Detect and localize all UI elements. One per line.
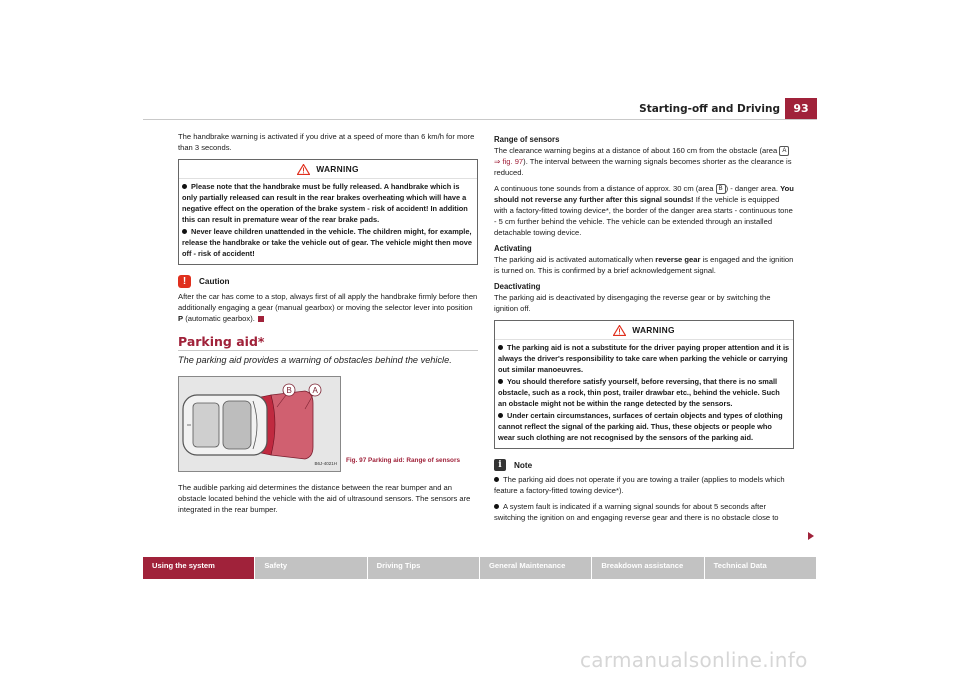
note-heading [494, 459, 794, 471]
figure-caption: Fig. 97 Parking aid: Range of sensors [346, 457, 460, 464]
warning-triangle-icon [297, 164, 310, 175]
section-title-parking-aid: Parking aid* [178, 336, 478, 351]
footer-tab-breakdown-assistance[interactable]: Breakdown assistance [592, 557, 703, 579]
watermark: carmanualsonline.info [580, 648, 808, 672]
warning-item: You should therefore satisfy yourself, before reversing, that there is no small obstacle, such as a rock, thin post, trailer drawbar etc., behind the vehicle. Such an obstacle might not be within the range detected by the sensors. [498, 377, 780, 408]
right-column [494, 131, 794, 528]
page-header-title: Starting-off and Driving [639, 103, 780, 115]
caution-exclamation-icon: ! [178, 275, 191, 288]
activating-heading: Activating [494, 244, 532, 253]
warning-title: WARNING [632, 325, 675, 335]
caution-title: Caution [199, 277, 230, 286]
deactivating-heading: Deactivating [494, 282, 541, 291]
parking-aid-description: The audible parking aid determines the distance between the rear bumper and an obstacle located behind the vehicle with the aid of ultrasound sensors. The sensors are integrated in the rear bumper. [178, 483, 471, 514]
bullet-icon [182, 229, 187, 234]
warning-triangle-icon [613, 325, 626, 336]
footer-tab-driving-tips[interactable]: Driving Tips [368, 557, 479, 579]
footer-nav [143, 557, 817, 579]
range-paragraph-1: The clearance warning begins at a distance of about 160 cm from the obstacle (area A ⇒ fig. 97). The interval between the warning signals becomes shorter as the clearance is reduced. [494, 146, 792, 177]
note-item: A system fault is indicated if a warning signal sounds for about 5 seconds after switching the ignition on and engaging reverse gear and there is no obstacle close to [494, 502, 779, 522]
car-sensor-range-illustration [179, 377, 340, 471]
activating-text: The parking aid is activated automatically when reverse gear is engaged and the ignition is turned on. This is confirmed by a brief acknowledgement signal. [494, 255, 794, 275]
left-column [178, 131, 478, 520]
warning-item: Please note that the handbrake must be fully released. A handbrake which is only partially released can result in the rear brakes overheating which will have a negative effect on the operation of the brake system - risk of accident! In addition this can result in premature wear of the rear brake pads. [182, 182, 468, 224]
note-item: The parking aid does not operate if you are towing a trailer (applies to models which feature a factory-fitted towing device*). [494, 475, 785, 495]
caution-text: After the car has come to a stop, always first of all apply the handbrake firmly before then additionally engaging a gear (manual gearbox) or moving the selector lever into position P (automatic gearbox). [178, 292, 478, 323]
diagram-label-b: B [286, 386, 292, 395]
page-number: 93 [785, 98, 817, 120]
warning-heading [179, 160, 477, 179]
handbrake-intro-text: The handbrake warning is activated if you drive at a speed of more than 6 km/h for more than 3 seconds. [178, 132, 475, 152]
area-b-marker: B [716, 184, 726, 194]
range-of-sensors-heading: Range of sensors [494, 135, 560, 144]
footer-tab-general-maintenance[interactable]: General Maintenance [480, 557, 591, 579]
next-page-arrow-icon[interactable] [808, 532, 814, 540]
deactivating-text: The parking aid is deactivated by disengaging the reverse gear or by switching the ignition off. [494, 293, 771, 313]
bullet-icon [498, 413, 503, 418]
figure-reference-link[interactable]: ⇒ fig. 97 [494, 157, 524, 166]
section-end-icon [258, 316, 264, 322]
bullet-icon [498, 345, 503, 350]
caution-heading [178, 275, 478, 288]
parking-aid-diagram [178, 376, 341, 472]
bullet-icon [494, 504, 499, 509]
bullet-icon [494, 477, 499, 482]
figure-97 [178, 376, 478, 472]
range-paragraph-2: A continuous tone sounds from a distance of approx. 30 cm (area B ) - danger area. You should not reverse any further after this signal sounds! If the vehicle is equipped with a factory-fitted towing device*, the border of the danger area starts - continuous tone - 5 cm further behind the vehicle. The vehicle can be extended through an installed detachable towing device. [494, 184, 794, 237]
warning-item: The parking aid is not a substitute for the driver paying proper attention and it is always the driver's responsibility to take care when parking the vehicle or carrying out similar manoeuvres. [498, 343, 790, 374]
diagram-label-a: A [312, 386, 318, 395]
warning-title: WARNING [316, 164, 359, 174]
section-subtitle: The parking aid provides a warning of obstacles behind the vehicle. [178, 355, 452, 365]
bullet-icon [498, 379, 503, 384]
area-a-marker: A [779, 146, 789, 156]
header-divider [143, 119, 817, 120]
figure-code: B6J-4021H [314, 461, 337, 466]
warning-heading [495, 321, 793, 340]
warning-item: Never leave children unattended in the vehicle. The children might, for example, release the handbrake or take the vehicle out of gear. The vehicle might then move off - risk of accident! [182, 227, 472, 258]
warning-box-parking-aid [494, 320, 794, 449]
warning-box-handbrake [178, 159, 478, 265]
bullet-icon [182, 184, 187, 189]
info-icon: i [494, 459, 506, 471]
footer-tab-using-the-system[interactable]: Using the system [143, 557, 254, 579]
footer-tab-technical-data[interactable]: Technical Data [705, 557, 816, 579]
footer-tab-safety[interactable]: Safety [255, 557, 366, 579]
note-title: Note [514, 460, 533, 470]
warning-item: Under certain circumstances, surfaces of certain objects and types of clothing cannot reflect the signal of the parking aid. Thus, these objects or people who wear such clothing are not recognised by the sensors of the parking aid. [498, 411, 783, 442]
